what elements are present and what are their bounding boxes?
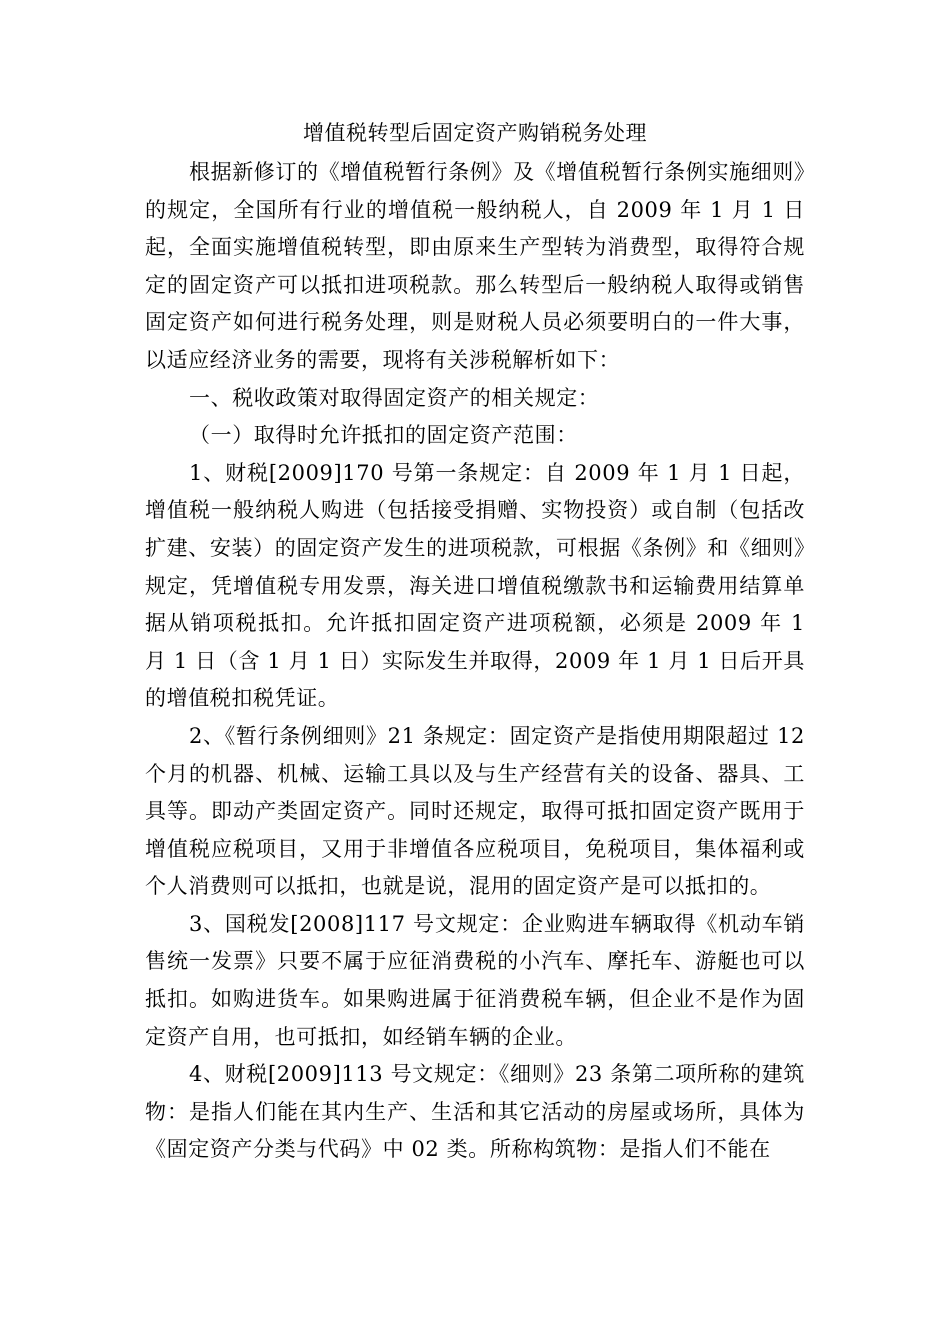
document-title: 增值税转型后固定资产购销税务处理 (303, 121, 647, 145)
paragraph-item-2: 2、《暂行条例细则》21 条规定：固定资产是指使用期限超过 12 个月的机器、机械、运输工具以及与生产经营有关的设备、器具、工具等。即动产类固定资产。同时还规定，取得可抵扣固定资产既用于增值税应税项目，又用于非增值各应税项目，免税项目，集体福利或个人消费则可以抵扣，也就是说，混用的固定资产是可以抵扣的。 (145, 723, 805, 899)
document-body (145, 112, 805, 1169)
paragraph-item-4: 4、财税[2009]113 号文规定：《细则》23 条第二项所称的建筑物：是指人们能在其内生产、生活和其它活动的房屋或场所，具体为《固定资产分类与代码》中 02 类。所称构筑物：是指人们不能在 (145, 1062, 805, 1162)
paragraph-item-1: 1、财税[2009]170 号第一条规定：自 2009 年 1 月 1 日起，增值税一般纳税人购进（包括接受捐赠、实物投资）或自制（包括改扩建、安装）的固定资产发生的进项税款，可根据《条例》和《细则》规定，凭增值税专用发票，海关进口增值税缴款书和运输费用结算单据从销项税抵扣。允许抵扣固定资产进项税额，必须是 2009 年 1 月 1 日（含 1 月 1 日）实际发生并取得，2009 年 1 月 1 日后开具的增值税扣税凭证。 (145, 460, 805, 711)
paragraph-intro: 根据新修订的《增值税暂行条例》及《增值税暂行条例实施细则》的规定，全国所有行业的增值税一般纳税人，自 2009 年 1 月 1 日起，全面实施增值税转型，即由原来生产型转为消费型，取得符合规定的固定资产可以抵扣进项税款。那么转型后一般纳税人取得或销售固定资产如何进行税务处理，则是财税人员必须要明白的一件大事，以适应经济业务的需要，现将有关涉税解析如下： (145, 160, 805, 372)
paragraph-item-3: 3、国税发[2008]117 号文规定：企业购进车辆取得《机动车销售统一发票》只要不属于应征消费税的小汽车、摩托车、游艇也可以抵扣。如购进货车。如果购进属于征消费税车辆，但企业不是作为固定资产自用，也可抵扣，如经销车辆的企业。 (145, 911, 805, 1049)
subsection-heading-1: （一）取得时允许抵扣的固定资产范围： (189, 423, 578, 448)
section-heading-1: 一、税收政策对取得固定资产的相关规定： (189, 385, 600, 410)
